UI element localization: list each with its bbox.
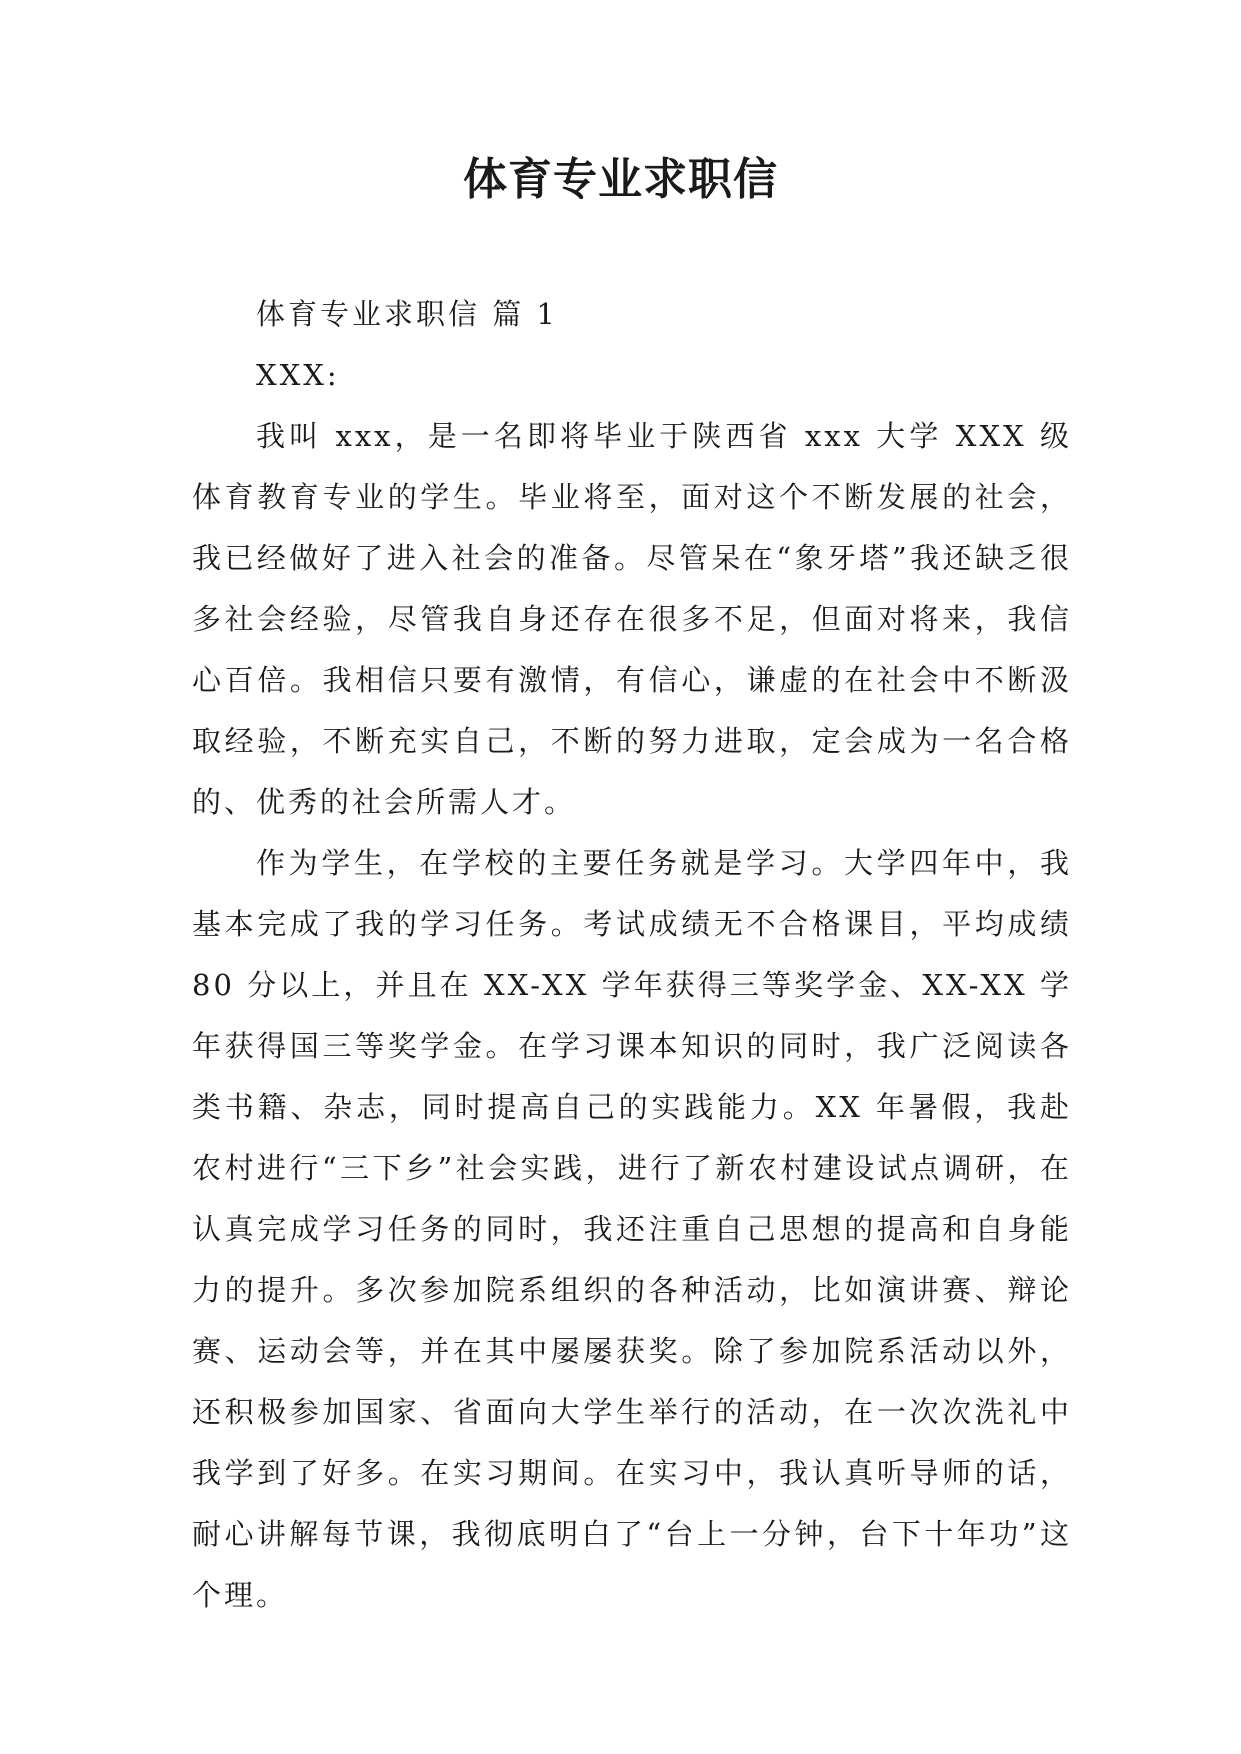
document-title: 体育专业求职信 xyxy=(463,154,778,205)
salutation: XXX: xyxy=(256,358,340,392)
document-body xyxy=(192,284,1072,1626)
paragraph-study-experience: 作为学生，在学校的主要任务就是学习。大学四年中，我基本完成了我的学习任务。考试成绩无不合格课目，平均成绩 80 分以上，并且在 XX-XX 学年获得三等奖学金、XX-XX 学年获得国三等奖学金。在学习课本知识的同时，我广泛阅读各类书籍、杂志，同时提高自己的实践能力。XX 年暑假，我赴农村进行“三下乡”社会实践，进行了新农村建设试点调研，在认真完成学习任务的同时，我还注重自己思想的提高和自身能力的提升。多次参加院系组织的各种活动，比如演讲赛、辩论赛、运动会等，并在其中屡屡获奖。除了参加院系活动以外，还积极参加国家、省面向大学生举行的活动，在一次次洗礼中我学到了好多。在实习期间。在实习中，我认真听导师的话，耐心讲解每节课，我彻底明白了“台上一分钟，台下十年功”这个理。 xyxy=(192,846,1072,1612)
section-heading: 体育专业求职信 篇 1 xyxy=(256,297,558,331)
paragraph-introduction: 我叫 xxx，是一名即将毕业于陕西省 xxx 大学 XXX 级体育教育专业的学生。毕业将至，面对这个不断发展的社会，我已经做好了进入社会的准备。尽管呆在“象牙塔”我还缺乏很多社会经验，尽管我自身还存在很多不足，但面对将来，我信心百倍。我相信只要有激情，有信心，谦虚的在社会中不断汲取经验，不断充实自己，不断的努力进取，定会成为一名合格的、优秀的社会所需人才。 xyxy=(192,419,1072,819)
